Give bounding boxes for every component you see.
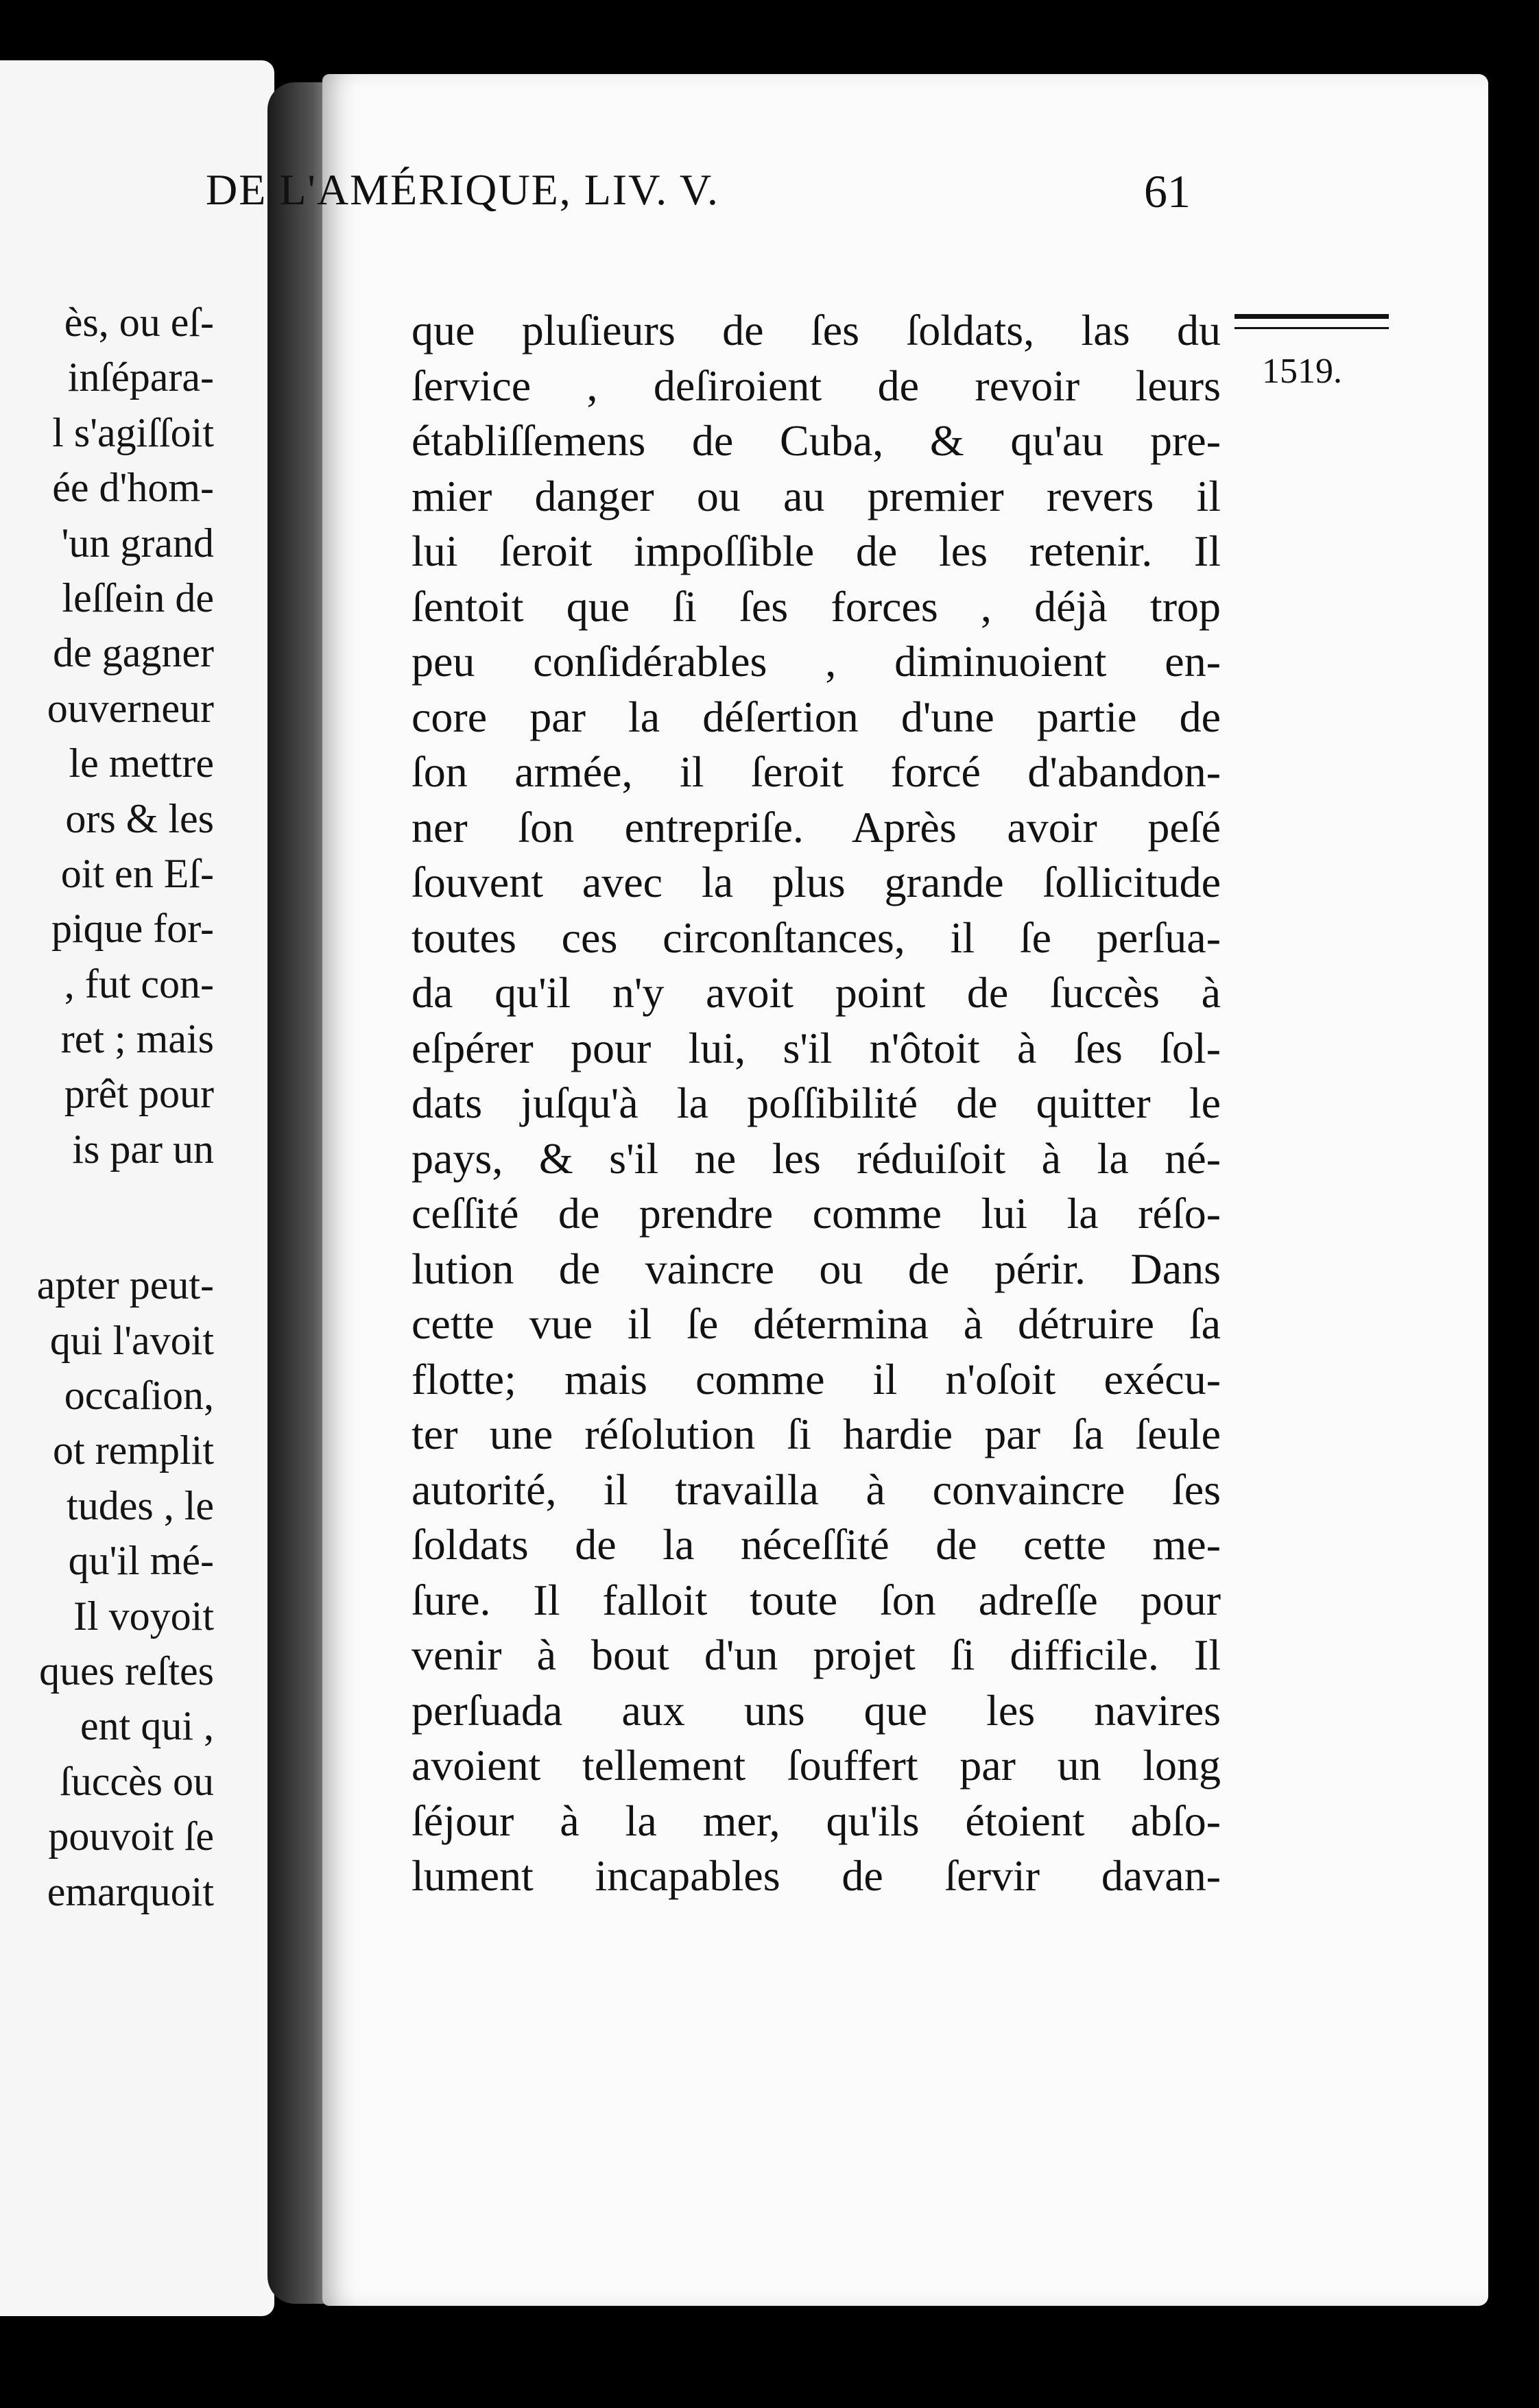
body-text-line: ſon armée, il ſeroit forcé d'abandon-	[411, 747, 1221, 796]
left-text-line: leſſein de	[62, 575, 214, 621]
left-text-line: qui l'avoit	[49, 1317, 214, 1363]
body-text-line: ceſſité de prendre comme lui la réſo-	[411, 1189, 1221, 1238]
left-text-line: ſuccès ou	[60, 1758, 214, 1804]
body-text-line: ter une réſolution ſi hardie par ſa ſeule	[411, 1410, 1221, 1458]
left-text-line: pouvoit ſe	[48, 1814, 214, 1859]
left-text-line: pique for-	[51, 906, 214, 952]
left-text-line: 'un grand	[61, 520, 214, 566]
body-text-line: da qu'il n'y avoit point de ſuccès à	[411, 968, 1221, 1017]
left-text-line: ée d'hom-	[52, 465, 214, 511]
left-text-line	[37, 1177, 214, 1257]
left-text-line: ouverneur	[47, 685, 214, 731]
body-text-line: lui ſeroit impoſſible de les retenir. Il	[411, 527, 1221, 575]
left-text-line: ent qui ,	[80, 1703, 214, 1749]
left-text-line: prêt pour	[64, 1071, 214, 1117]
page-number: 61	[1144, 165, 1191, 217]
body-text-line: ſoldats de la néceſſité de cette me-	[411, 1520, 1221, 1569]
body-text-line: dats juſqu'à la poſſibilité de quitter le	[411, 1079, 1221, 1127]
body-text-line: cette vue il ſe détermina à détruire ſa	[411, 1299, 1221, 1348]
running-head	[206, 165, 1217, 215]
left-text-line: ès, ou eſ-	[64, 300, 214, 345]
body-text-line: peu conſidérables , diminuoient en-	[411, 637, 1221, 686]
body-text-line: toutes ces circonſtances, il ſe perſua-	[411, 913, 1221, 962]
left-text-line: occaſion,	[64, 1373, 214, 1419]
body-text-line: pays, & s'il ne les réduiſoit à la né-	[411, 1133, 1221, 1183]
body-text	[411, 303, 1221, 1904]
left-text-line: inſépara-	[67, 354, 214, 400]
body-text-line: ner ſon entrepriſe. Après avoir peſé	[411, 802, 1221, 852]
left-text-line: oit en Eſ-	[60, 850, 214, 896]
body-text-line: ſure. Il falloit toute ſon adreſſe pour	[411, 1575, 1221, 1624]
body-text-line: ſentoit que ſi ſes forces , déjà trop	[411, 581, 1221, 631]
body-text-line: mier danger ou au premier revers il	[411, 471, 1221, 520]
left-text-line: ot remplit	[53, 1428, 214, 1473]
running-head-title: DE L'AMÉRIQUE, LIV. V.	[206, 165, 719, 214]
left-text-line: is par un	[72, 1126, 214, 1172]
body-text-line: ſervice , deſiroient de revoir leurs	[411, 361, 1221, 410]
left-text-line: de gagner	[53, 630, 214, 676]
body-text-line: venir à bout d'un projet ſi difficile. Il	[411, 1630, 1221, 1679]
body-text-line: core par la déſertion d'une partie de	[411, 692, 1221, 741]
left-facing-page	[0, 60, 274, 2316]
body-text-line: eſpérer pour lui, s'il n'ôtoit à ſes ſol-	[411, 1023, 1221, 1072]
left-text-line: tudes , le	[67, 1482, 214, 1528]
body-text-line: autorité, il travailla à convaincre ſes	[411, 1465, 1221, 1514]
body-text-line: ſouvent avec la plus grande ſollicitude	[411, 858, 1221, 906]
left-text-line: Il voyoit	[73, 1593, 214, 1639]
margin-date: 1519.	[1262, 352, 1342, 391]
body-text-line: lution de vaincre ou de périr. Dans	[411, 1244, 1221, 1293]
left-text-line: , fut con-	[64, 961, 214, 1007]
left-text-line: l s'agiſſoit	[52, 409, 214, 455]
body-text-line: établiſſemens de Cuba, & qu'au pre-	[411, 416, 1221, 465]
left-text-line: ors & les	[65, 795, 214, 841]
body-text-line: lument incapables de ſervir davan-	[411, 1851, 1221, 1900]
left-text-line: le mettre	[69, 741, 214, 786]
body-text-line: avoient tellement ſouffert par un long	[411, 1741, 1221, 1790]
body-text-line: que pluſieurs de ſes ſoldats, las du	[411, 306, 1221, 354]
body-text-line: perſuada aux uns que les navires	[411, 1685, 1221, 1735]
left-text-line: ret ; mais	[60, 1016, 214, 1062]
left-page-text	[37, 295, 214, 1919]
left-text-line: emarquoit	[47, 1868, 214, 1914]
body-text-line: ſéjour à la mer, qu'ils étoient abſo-	[411, 1796, 1221, 1845]
left-text-line: apter peut-	[36, 1262, 214, 1308]
left-text-line: qu'il mé-	[68, 1538, 214, 1584]
margin-rule	[1234, 314, 1389, 329]
left-text-line: ques reſtes	[39, 1648, 214, 1694]
body-text-line: flotte; mais comme il n'oſoit exécu-	[411, 1354, 1221, 1404]
